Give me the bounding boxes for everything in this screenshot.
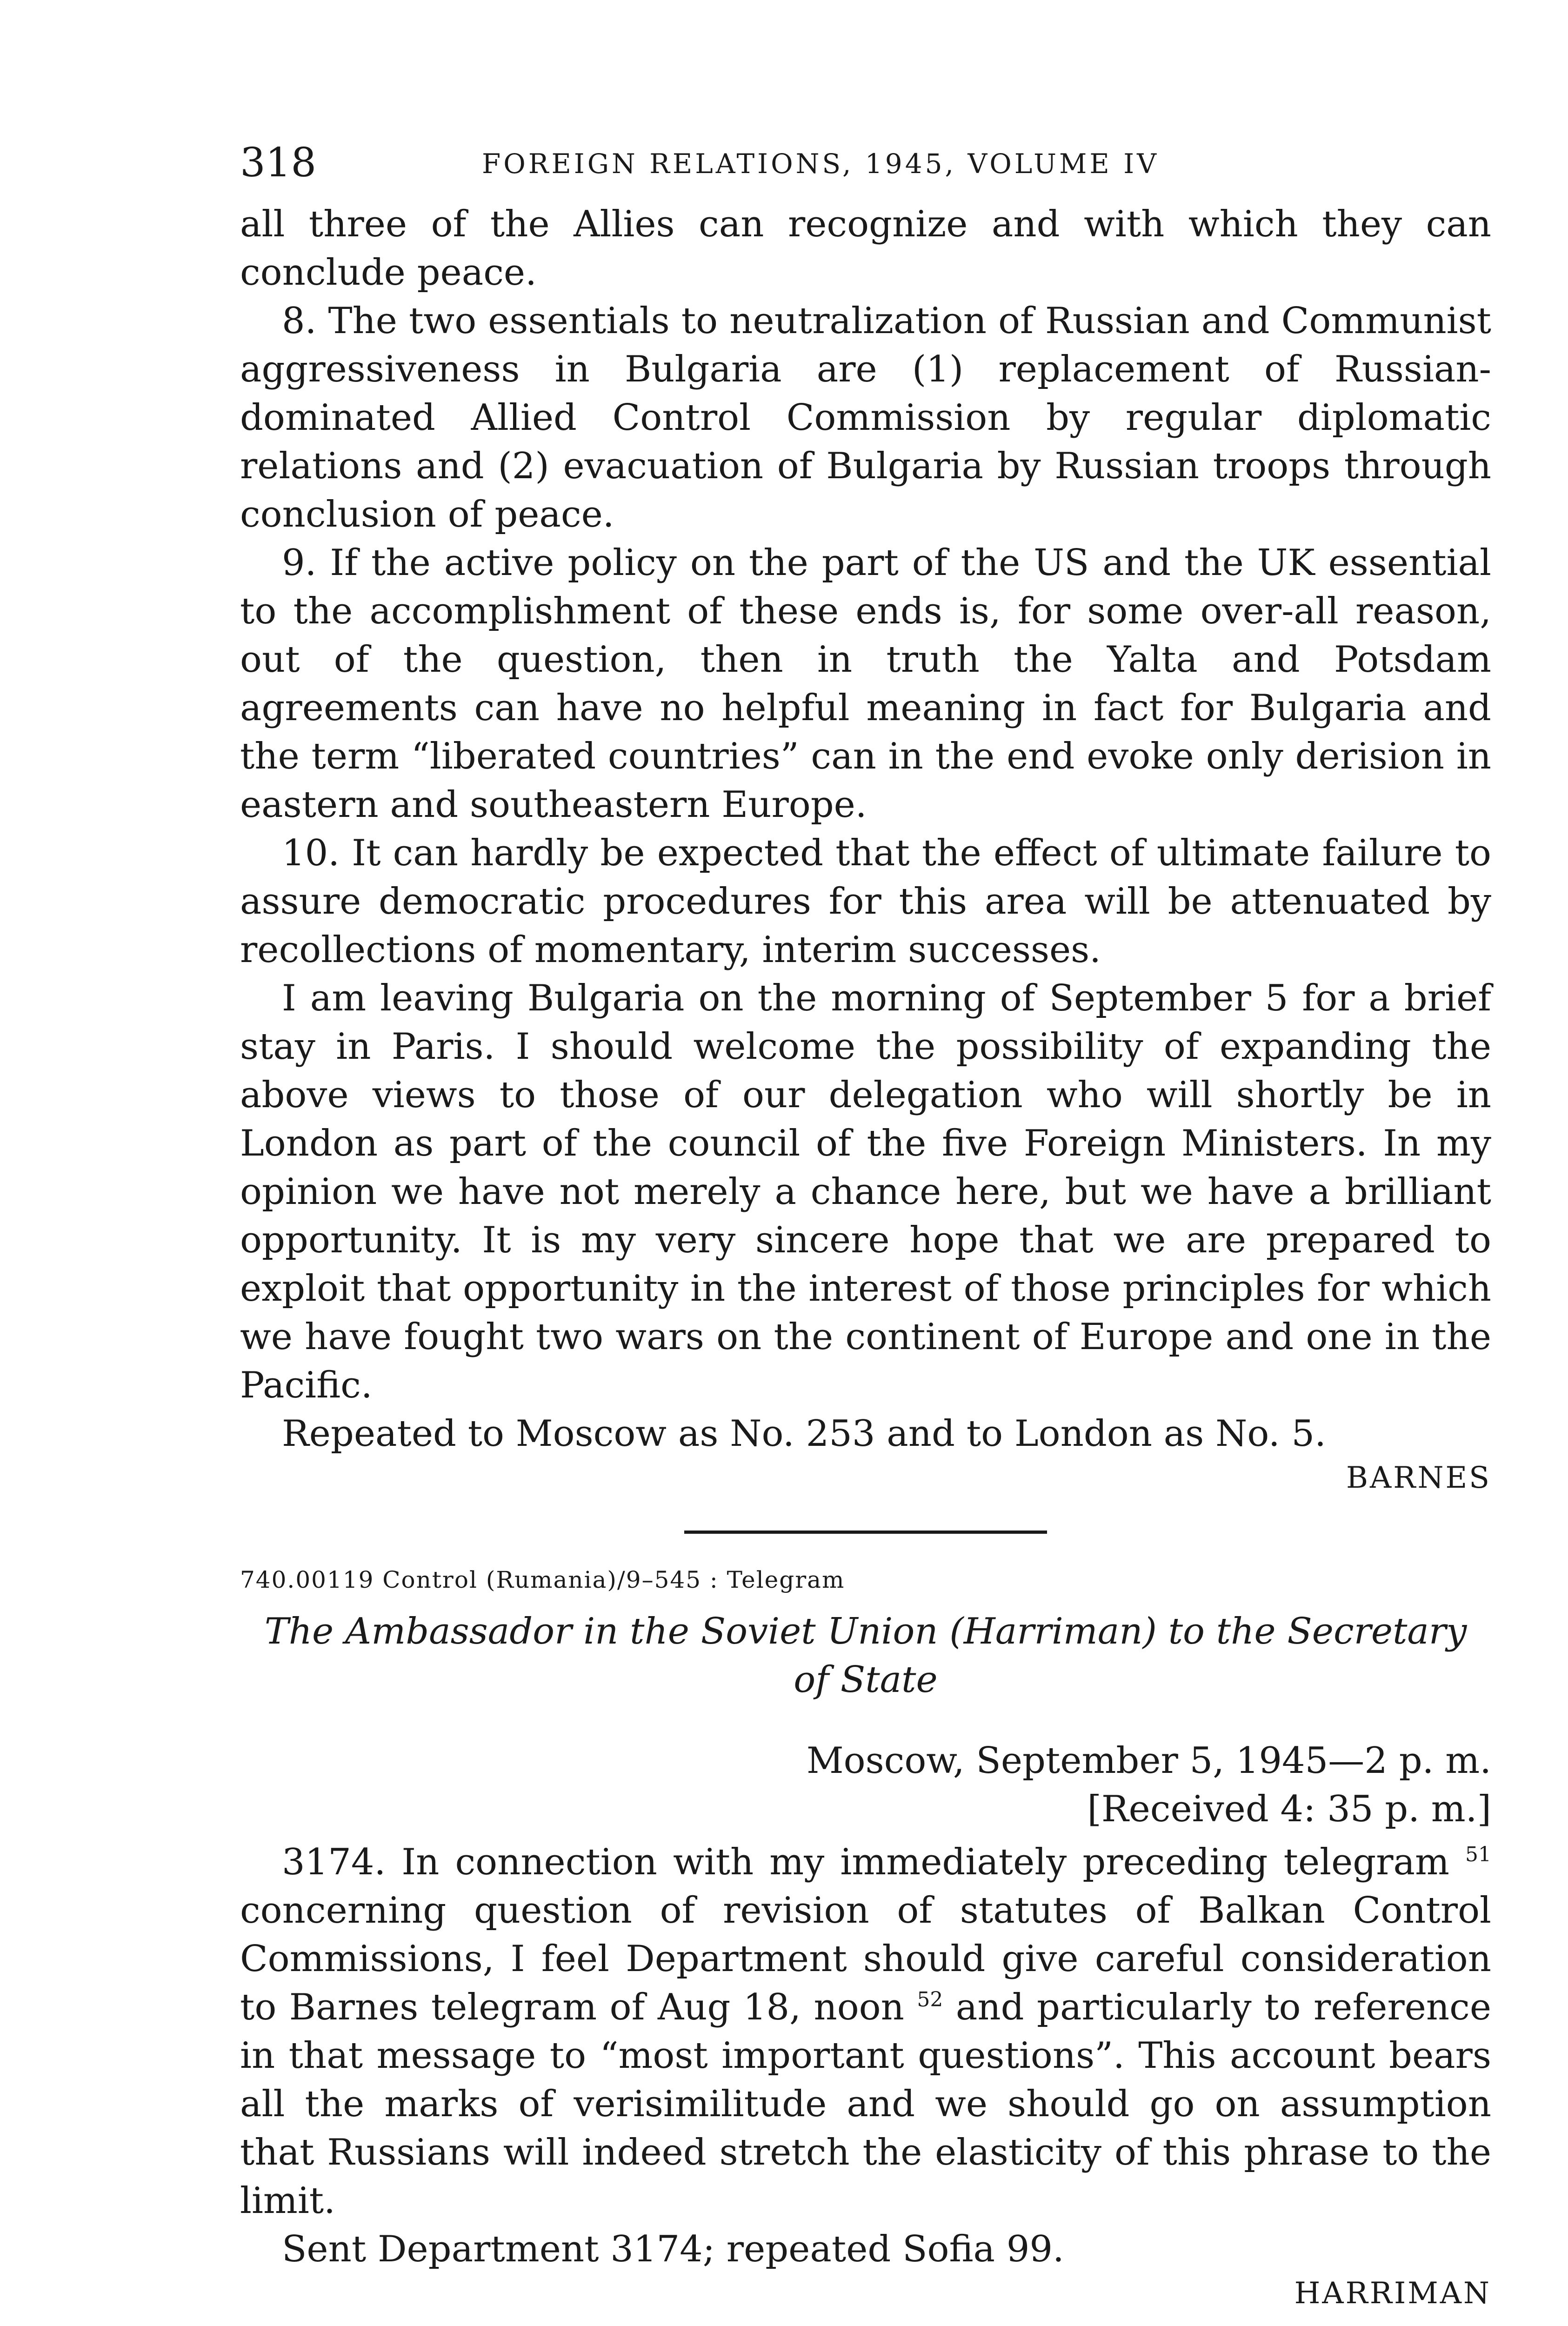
signature-barnes: BARNES	[1346, 1461, 1491, 1495]
running-title: FOREIGN RELATIONS, 1945, VOLUME IV	[482, 148, 1159, 180]
page-header	[240, 140, 1491, 200]
document-file-id: 740.00119 Control (Rumania)/9–545 : Telegram	[240, 1566, 845, 1593]
received-time: [Received 4: 35 p. m.]	[1087, 1788, 1491, 1830]
dateline: Moscow, September 5, 1945—2 p. m.	[806, 1740, 1491, 1782]
paragraph-sent-department: Sent Department 3174; repeated Sofia 99.	[282, 2228, 1064, 2270]
paragraph-3174-part-b: concerning question of revision of statutes of Balkan Control Commissions, I feel Department should give careful consideration to Barnes telegram of Aug 18, noon	[240, 1890, 1491, 2028]
paragraph-leaving-bulgaria: I am leaving Bulgaria on the morning of September 5 for a brief stay in Paris. I should welcome the possibility of expanding the above views to those of our delegation who will shortly be in London as part of the council of the five Foreign Ministers. In my opinion we have not merely a chance here, but we have a brilliant opportunity. It is my very sincere hope that we are prepared to exploit that opportunity in the interest of those principles for which we have fought two wars on the continent of Europe and one in the Pacific.	[240, 977, 1491, 1406]
section-divider	[684, 1531, 1047, 1534]
paragraph-9: 9. If the active policy on the part of the US and the UK essential to the accomplishment of these ends is, for some over-all reason, out of the question, then in truth the Yalta and Potsdam agreements can have no helpful meaning in fact for Bulgaria and the term “liberated countries” can in the end evoke only derision in eastern and southeastern Europe.	[240, 542, 1491, 826]
page-number: 318	[240, 140, 317, 186]
footnote-ref-51: 51	[1465, 1843, 1492, 1866]
paragraph-continued: all three of the Allies can recognize and with which they can conclude peace.	[240, 203, 1491, 294]
paragraph-3174-part-a: 3174. In connection with my immediately preceding telegram	[282, 1841, 1449, 1883]
signature-harriman: HARRIMAN	[1294, 2276, 1491, 2311]
telegram-title-line-2: of State	[794, 1659, 938, 1701]
paragraph-repeated: Repeated to Moscow as No. 253 and to London as No. 5.	[282, 1413, 1326, 1455]
footnote-ref-52: 52	[917, 1988, 943, 2012]
telegram-title-line-1: The Ambassador in the Soviet Union (Harriman) to the Secretary	[264, 1611, 1467, 1652]
telegram-title	[240, 1607, 1491, 1704]
paragraph-3174-part-c: and particularly to reference in that message to “most important questions”. This account bears all the marks of verisimilitude and we should go on assumption that Russians will indeed stretch the elasticity of this phrase to the limit.	[240, 1986, 1491, 2222]
paragraph-3174	[240, 1838, 1491, 2225]
document-page	[240, 140, 1491, 2326]
paragraph-10: 10. It can hardly be expected that the effect of ultimate failure to assure democratic procedures for this area will be attenuated by recollections of momentary, interim successes.	[240, 832, 1491, 971]
paragraph-8: 8. The two essentials to neutralization of Russian and Communist aggressiveness in Bulgaria are (1) replacement of Russian-dominated Allied Control Commission by regular diplomatic relations and (2) evacuation of Bulgaria by Russian troops through conclusion of peace.	[240, 300, 1491, 535]
